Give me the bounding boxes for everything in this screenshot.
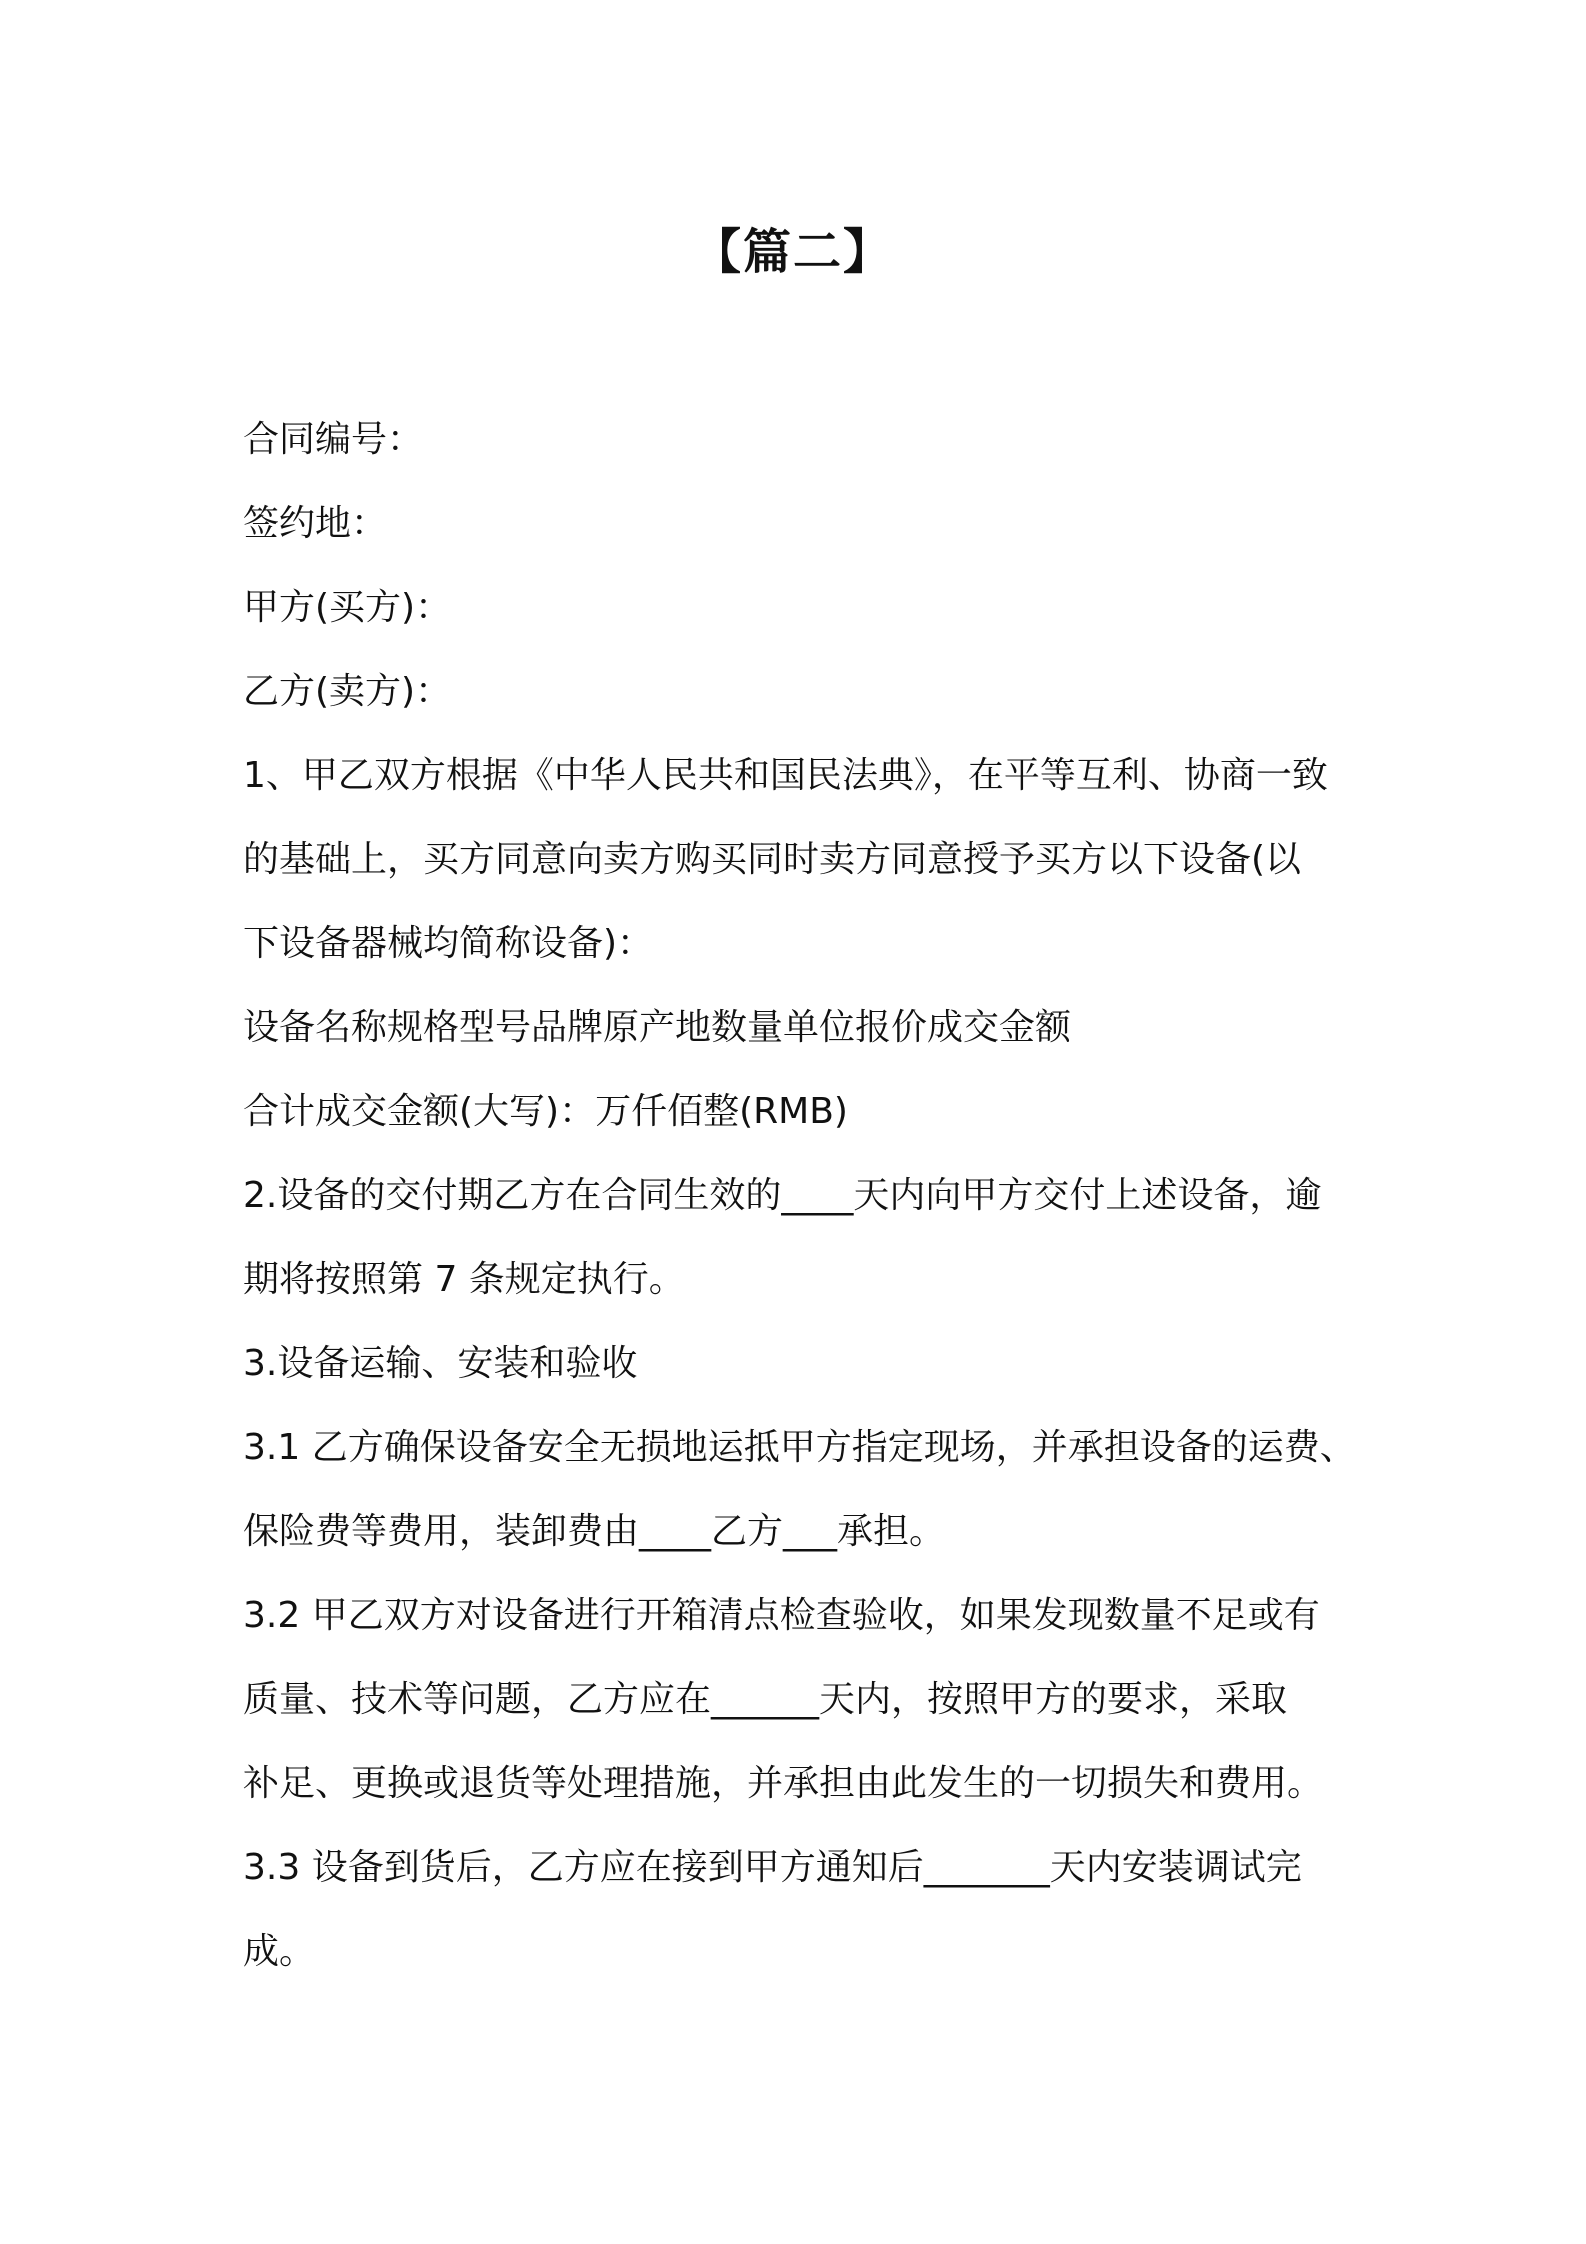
clause-3-1-line-1: 3.1 乙方确保设备安全无损地运抵甲方指定现场，并承担设备的运费、 xyxy=(243,1427,1356,1468)
clause-3-2-line-2: 质量、技术等问题，乙方应在______天内，按照甲方的要求，采取 xyxy=(243,1679,1288,1720)
clause-2-line-2: 期将按照第 7 条规定执行。 xyxy=(243,1259,685,1300)
clause-3-3-line-1: 3.3 设备到货后，乙方应在接到甲方通知后_______天内安装调试完 xyxy=(243,1847,1302,1888)
signing-place-line: 签约地： xyxy=(243,503,388,544)
clause-3-2-line-3: 补足、更换或退货等处理措施，并承担由此发生的一切损失和费用。 xyxy=(243,1763,1324,1804)
contract-number-line: 合同编号： xyxy=(243,419,424,460)
equipment-columns-line: 设备名称规格型号品牌原产地数量单位报价成交金额 xyxy=(243,1007,1072,1048)
clause-2-line-1: 2.设备的交付期乙方在合同生效的____天内向甲方交付上述设备，逾 xyxy=(243,1175,1322,1216)
clause-1-line-1: 1、甲乙双方根据《中华人民共和国民法典》，在平等互利、协商一致 xyxy=(243,755,1328,796)
document-body xyxy=(243,398,1363,1994)
clause-3-2-line-1: 3.2 甲乙双方对设备进行开箱清点检查验收，如果发现数量不足或有 xyxy=(243,1595,1320,1636)
total-amount-line: 合计成交金额(大写)：万仟佰整(RMB) xyxy=(243,1091,848,1132)
party-b-line: 乙方(卖方)： xyxy=(243,671,452,712)
clause-3-heading: 3.设备运输、安装和验收 xyxy=(243,1343,638,1384)
clause-3-3-line-2: 成。 xyxy=(243,1931,316,1972)
clause-3-1-line-2: 保险费等费用，装卸费由____乙方___承担。 xyxy=(243,1511,946,1552)
party-a-line: 甲方(买方)： xyxy=(243,587,452,628)
clause-1-line-3: 下设备器械均简称设备)： xyxy=(243,923,654,964)
clause-1-line-2: 的基础上，买方同意向卖方购买同时卖方同意授予买方以下设备(以 xyxy=(243,839,1302,880)
document-title: 【篇二】 xyxy=(692,224,893,280)
